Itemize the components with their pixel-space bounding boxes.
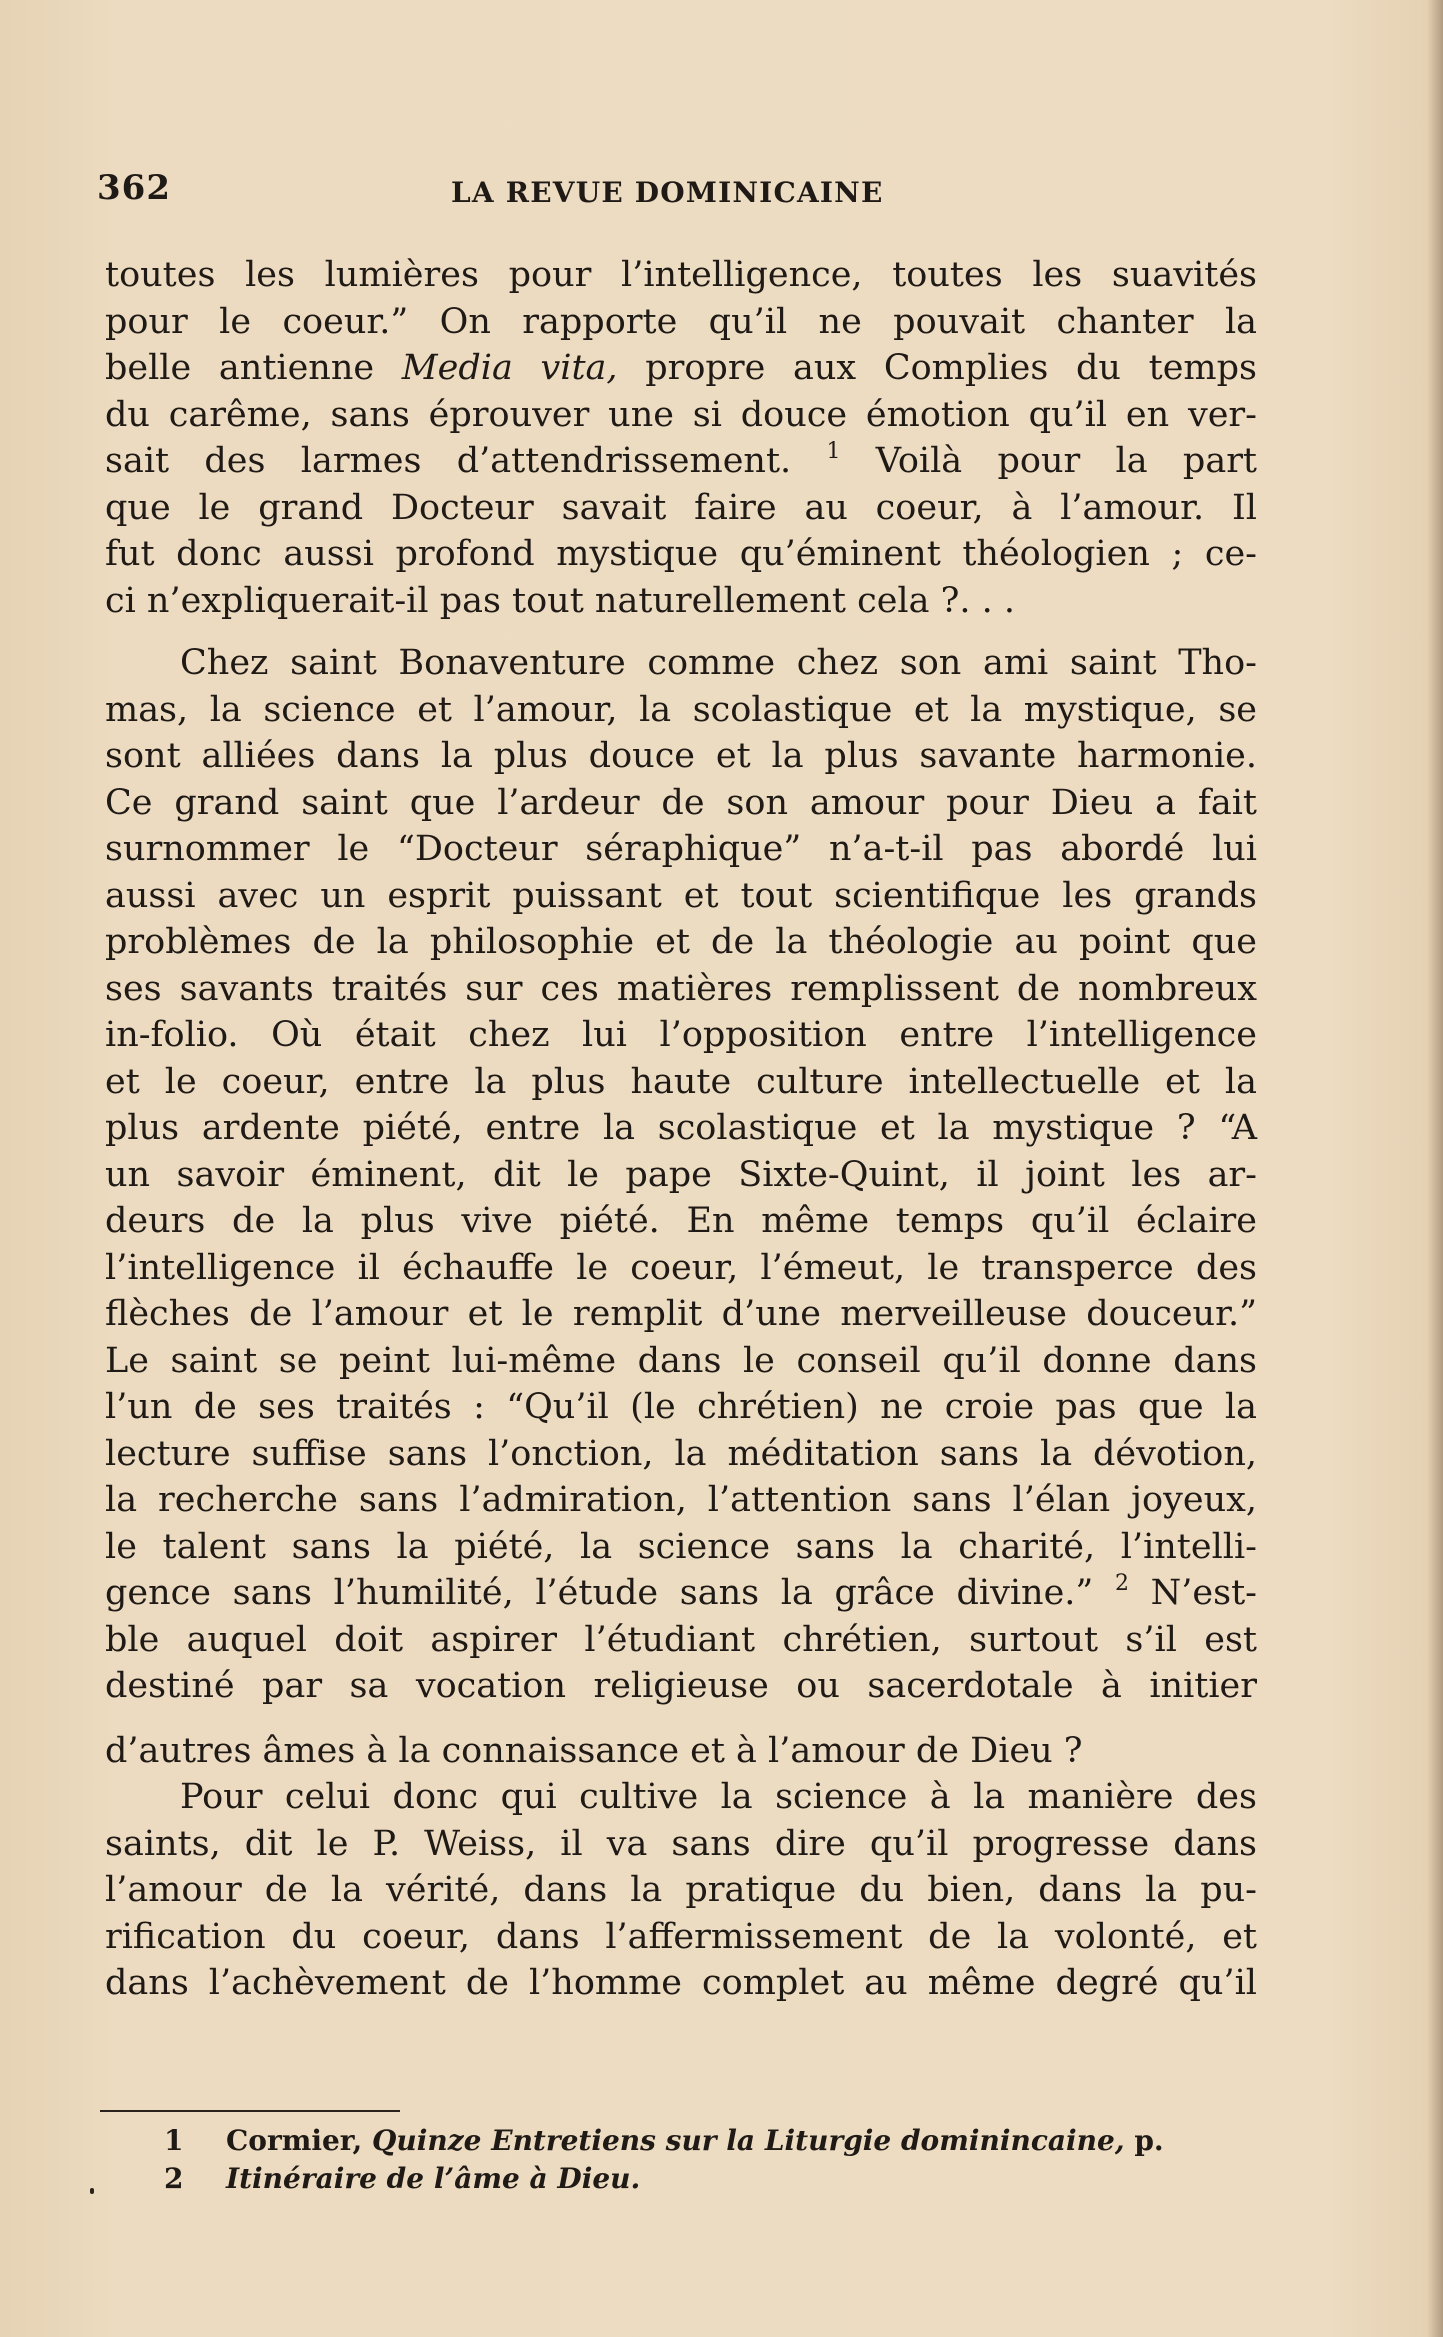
text-line: l’amour de la vérité, dans la pratique du bien, dans la pu- — [105, 1870, 1257, 1910]
footnote-number: 1 — [164, 2124, 184, 2157]
text-line: que le grand Docteur savait faire au coeur, à l’amour. Il — [105, 487, 1257, 528]
text-run: sait des larmes d’attendrissement. — [105, 441, 792, 481]
text-line: ci n’expliquerait-il pas tout naturellement cela ?. . . — [105, 580, 1015, 621]
text-line — [105, 1570, 1257, 1617]
text-line: pour le coeur.” On rapporte qu’il ne pouvait chanter la — [105, 301, 1257, 342]
text-line: Le saint se peint lui-même dans le conseil qu’il donne dans — [105, 1340, 1257, 1381]
text-line: surnommer le “Docteur séraphique” n’a-t-il pas abordé lui — [105, 829, 1257, 869]
footnotes — [164, 2122, 1258, 2198]
text-line: Pour celui donc qui cultive la science à la manière des — [180, 1777, 1257, 1817]
footnote-1 — [164, 2122, 1258, 2160]
text-run: gence sans l’humilité, l’étude sans la grâce divine.” — [105, 1573, 1094, 1613]
footnote-divider — [100, 2110, 400, 2112]
footnote-reference[interactable]: 1 — [826, 439, 841, 464]
text-line: rification du coeur, dans l’affermissement de la volonté, et — [105, 1916, 1257, 1957]
text-line: aussi avec un esprit puissant et tout scientifique les grands — [105, 875, 1257, 916]
text-run: p. — [1124, 2124, 1164, 2157]
footnote-number: 2 — [164, 2162, 184, 2195]
paragraph-3 — [105, 1774, 1257, 2007]
text-line: le talent sans la piété, la science sans la charité, l’intelli- — [105, 1526, 1257, 1567]
text-line: deurs de la plus vive piété. En même temps qu’il éclaire — [105, 1201, 1257, 1241]
text-line: flèches de l’amour et le remplit d’une merveilleuse douceur.” — [105, 1294, 1257, 1334]
text-line: fut donc aussi profond mystique qu’éminent théologien ; ce- — [105, 534, 1257, 574]
italic-title: Quinze Entretiens sur la Liturgie dominincaine, — [372, 2124, 1125, 2157]
text-line: la recherche sans l’admiration, l’attention sans l’élan joyeux, — [105, 1480, 1257, 1520]
text-run: belle antienne — [105, 348, 402, 388]
text-line: un savoir éminent, dit le pape Sixte-Quint, il joint les ar- — [105, 1154, 1257, 1195]
paragraph-2 — [105, 640, 1257, 1774]
text-run: N’est- — [1129, 1573, 1257, 1613]
body-text — [105, 252, 1257, 2007]
text-line: ses savants traités sur ces matières remplissent de nombreux — [105, 968, 1257, 1009]
text-line: lecture suffise sans l’onction, la méditation sans la dévotion, — [105, 1433, 1257, 1474]
footnote-2 — [164, 2160, 1258, 2198]
text-line: toutes les lumières pour l’intelligence, toutes les suavités — [105, 255, 1257, 295]
footnote-text — [226, 2160, 640, 2198]
text-line: saints, dit le P. Weiss, il va sans dire qu’il progresse dans — [105, 1823, 1257, 1864]
text-line: sont alliées dans la plus douce et la plus savante harmonie. — [105, 736, 1257, 776]
text-line: Chez saint Bonaventure comme chez son ami saint Tho- — [180, 643, 1257, 683]
text-line: plus ardente piété, entre la scolastique et la mystique ? “A — [105, 1108, 1257, 1148]
text-run: propre aux Complies du temps — [617, 348, 1257, 388]
margin-speck — [90, 2188, 94, 2194]
paragraph-1 — [105, 252, 1257, 624]
text-run: Cormier, — [226, 2124, 373, 2157]
text-line — [105, 438, 1257, 485]
text-run: Voilà pour la part — [840, 441, 1257, 481]
text-line: in-folio. Où était chez lui l’opposition entre l’intelligence — [105, 1015, 1257, 1055]
text-line: ble auquel doit aspirer l’étudiant chrétien, surtout s’il est — [105, 1619, 1257, 1660]
italic-phrase: Media vita, — [401, 348, 618, 388]
text-line: l’un de ses traités : “Qu’il (le chrétien) ne croie pas que la — [105, 1387, 1257, 1427]
text-line: problèmes de la philosophie et de la théologie au point que — [105, 922, 1257, 962]
page-edge-shadow — [1427, 0, 1443, 2337]
footnote-text — [226, 2122, 1164, 2160]
text-line: destiné par sa vocation religieuse ou sacerdotale à initier — [105, 1666, 1257, 1706]
italic-title: Itinéraire de l’âme à Dieu. — [226, 2162, 641, 2195]
text-line: du carême, sans éprouver une si douce émotion qu’il en ver- — [105, 394, 1257, 435]
text-line: mas, la science et l’amour, la scolastique et la mystique, se — [105, 689, 1257, 730]
text-line: dans l’achèvement de l’homme complet au même degré qu’il — [105, 1963, 1257, 2003]
line-gap — [105, 1710, 1257, 1728]
page-number: 362 — [97, 168, 171, 208]
footnote-reference[interactable]: 2 — [1115, 1571, 1129, 1596]
text-line: d’autres âmes à la connaissance et à l’amour de Dieu ? — [105, 1730, 1083, 1771]
page-header — [97, 168, 1257, 212]
text-line: Ce grand saint que l’ardeur de son amour pour Dieu a fait — [105, 782, 1257, 823]
text-line: l’intelligence il échauffe le coeur, l’émeut, le transperce des — [105, 1247, 1257, 1288]
text-line — [105, 345, 1257, 392]
text-line: et le coeur, entre la plus haute culture intellectuelle et la — [105, 1061, 1257, 1102]
running-title: LA REVUE DOMINICAINE — [451, 176, 884, 209]
